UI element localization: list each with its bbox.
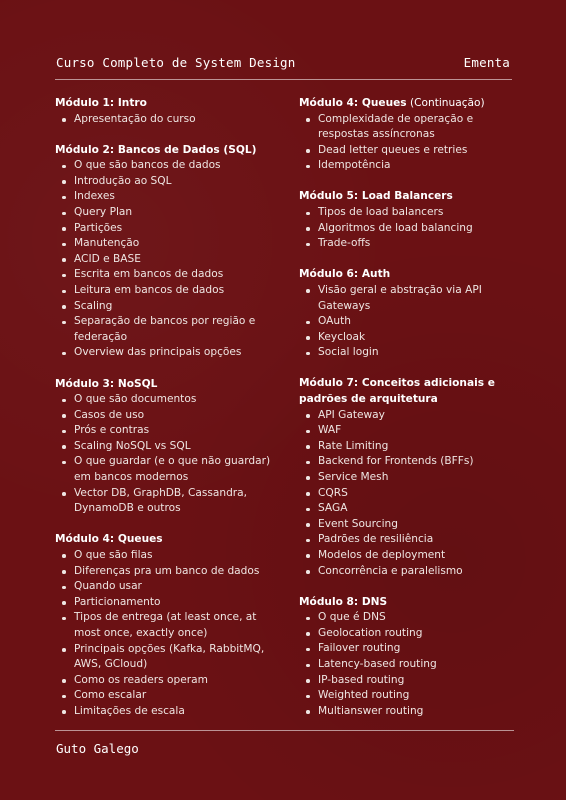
topic-item: Leitura em bancos de dados: [55, 283, 285, 299]
topic-item: WAF: [299, 423, 514, 439]
topic-item: Concorrência e paralelismo: [299, 564, 514, 580]
topic-item: Service Mesh: [299, 470, 514, 486]
topic-item: Casos de uso: [55, 408, 285, 424]
topic-item: Partições: [55, 221, 285, 237]
module-title-text: Módulo 4: Queues: [55, 533, 163, 546]
topic-item: Social login: [299, 345, 514, 361]
module-section: [299, 595, 514, 720]
module-section: [299, 267, 514, 361]
topic-item: Complexidade de operação e respostas assíncronas: [299, 112, 514, 143]
module-title-text: Módulo 1: Intro: [55, 97, 147, 109]
topic-item: Event Sourcing: [299, 517, 514, 533]
author-name: Guto Galego: [56, 741, 139, 756]
topic-item: Algoritmos de load balancing: [299, 221, 514, 237]
module-topic-list: [299, 112, 514, 174]
topic-item: ACID e BASE: [55, 252, 285, 268]
footer-divider: [55, 730, 514, 731]
topic-item: O que são filas: [55, 548, 285, 564]
module-title-text: Módulo 5: Load Balancers: [299, 190, 453, 203]
topic-item: Escrita em bancos de dados: [55, 267, 285, 283]
topic-item: Failover routing: [299, 641, 514, 657]
module-title-text: Módulo 3: NoSQL: [55, 377, 158, 390]
syllabus-label: Ementa: [463, 55, 510, 70]
module-section: [55, 532, 285, 719]
topic-item: Padrões de resiliência: [299, 532, 514, 548]
module-section: [299, 96, 514, 174]
topic-item: Apresentação do curso: [55, 112, 285, 128]
topic-item: Vector DB, GraphDB, Cassandra, DynamoDB e outros: [55, 486, 285, 517]
module-title-text: Módulo 4: Queues: [299, 97, 407, 109]
topic-item: OAuth: [299, 314, 514, 330]
topic-item: Como escalar: [55, 688, 285, 704]
module-section: [55, 96, 285, 127]
topic-item: Idempotência: [299, 158, 514, 174]
header-divider: [55, 79, 512, 80]
page-header: [56, 55, 510, 70]
right-column: [299, 96, 514, 735]
topic-item: Tipos de entrega (at least once, at most once, exactly once): [55, 610, 285, 641]
topic-item: Diferenças pra um banco de dados: [55, 564, 285, 580]
module-title: [55, 377, 285, 393]
module-title-suffix: (Continuação): [406, 97, 485, 109]
topic-item: Latency-based routing: [299, 657, 514, 673]
module-title-text: Módulo 2: Bancos de Dados (SQL): [55, 143, 257, 156]
topic-item: API Gateway: [299, 408, 514, 424]
topic-item: Visão geral e abstração via API Gateways: [299, 283, 514, 314]
topic-item: Multianswer routing: [299, 704, 514, 720]
module-topic-list: [55, 158, 285, 361]
module-topic-list: [299, 205, 514, 252]
module-title: [55, 532, 285, 548]
module-title: [299, 267, 514, 283]
module-title: [299, 595, 514, 611]
topic-item: Modelos de deployment: [299, 548, 514, 564]
topic-item: Rate Limiting: [299, 439, 514, 455]
module-section: [55, 143, 285, 361]
topic-item: Scaling NoSQL vs SQL: [55, 439, 285, 455]
module-topic-list: [55, 112, 285, 128]
topic-item: Prós e contras: [55, 423, 285, 439]
topic-item: Trade-offs: [299, 236, 514, 252]
topic-item: Weighted routing: [299, 688, 514, 704]
module-title: [55, 96, 285, 112]
topic-item: Quando usar: [55, 579, 285, 595]
topic-item: Dead letter queues e retries: [299, 143, 514, 159]
topic-item: Tipos de load balancers: [299, 205, 514, 221]
topic-item: O que são bancos de dados: [55, 158, 285, 174]
topic-item: Manutenção: [55, 236, 285, 252]
topic-item: O que são documentos: [55, 392, 285, 408]
module-title-text: Módulo 7: Conceitos adicionais e padrões de arquitetura: [299, 377, 495, 405]
topic-item: Principais opções (Kafka, RabbitMQ, AWS, GCloud): [55, 642, 285, 673]
page-footer: [56, 741, 139, 756]
topic-item: Backend for Frontends (BFFs): [299, 454, 514, 470]
module-topic-list: [299, 408, 514, 580]
module-section: [299, 189, 514, 251]
module-topic-list: [299, 610, 514, 719]
module-title-text: Módulo 8: DNS: [299, 595, 388, 608]
topic-item: Como os readers operam: [55, 673, 285, 689]
module-section: [55, 377, 285, 517]
topic-item: O que guardar (e o que não guardar) em bancos modernos: [55, 454, 285, 485]
topic-item: Limitações de escala: [55, 704, 285, 720]
left-column: [55, 96, 285, 735]
topic-item: SAGA: [299, 501, 514, 517]
module-title: [55, 143, 285, 159]
topic-item: CQRS: [299, 486, 514, 502]
topic-item: Particionamento: [55, 595, 285, 611]
course-title: Curso Completo de System Design: [56, 55, 296, 70]
module-title-text: Módulo 6: Auth: [299, 268, 391, 281]
module-topic-list: [55, 392, 285, 517]
module-title: [299, 376, 514, 407]
topic-item: Query Plan: [55, 205, 285, 221]
module-topic-list: [55, 548, 285, 720]
module-title: [299, 189, 514, 205]
topic-item: Indexes: [55, 189, 285, 205]
module-title: [299, 96, 514, 112]
topic-item: O que é DNS: [299, 610, 514, 626]
topic-item: Scaling: [55, 299, 285, 315]
module-section: [299, 376, 514, 579]
topic-item: IP-based routing: [299, 673, 514, 689]
topic-item: Overview das principais opções: [55, 345, 285, 361]
topic-item: Separação de bancos por região e federação: [55, 314, 285, 345]
module-topic-list: [299, 283, 514, 361]
topic-item: Introdução ao SQL: [55, 174, 285, 190]
topic-item: Geolocation routing: [299, 626, 514, 642]
topic-item: Keycloak: [299, 330, 514, 346]
